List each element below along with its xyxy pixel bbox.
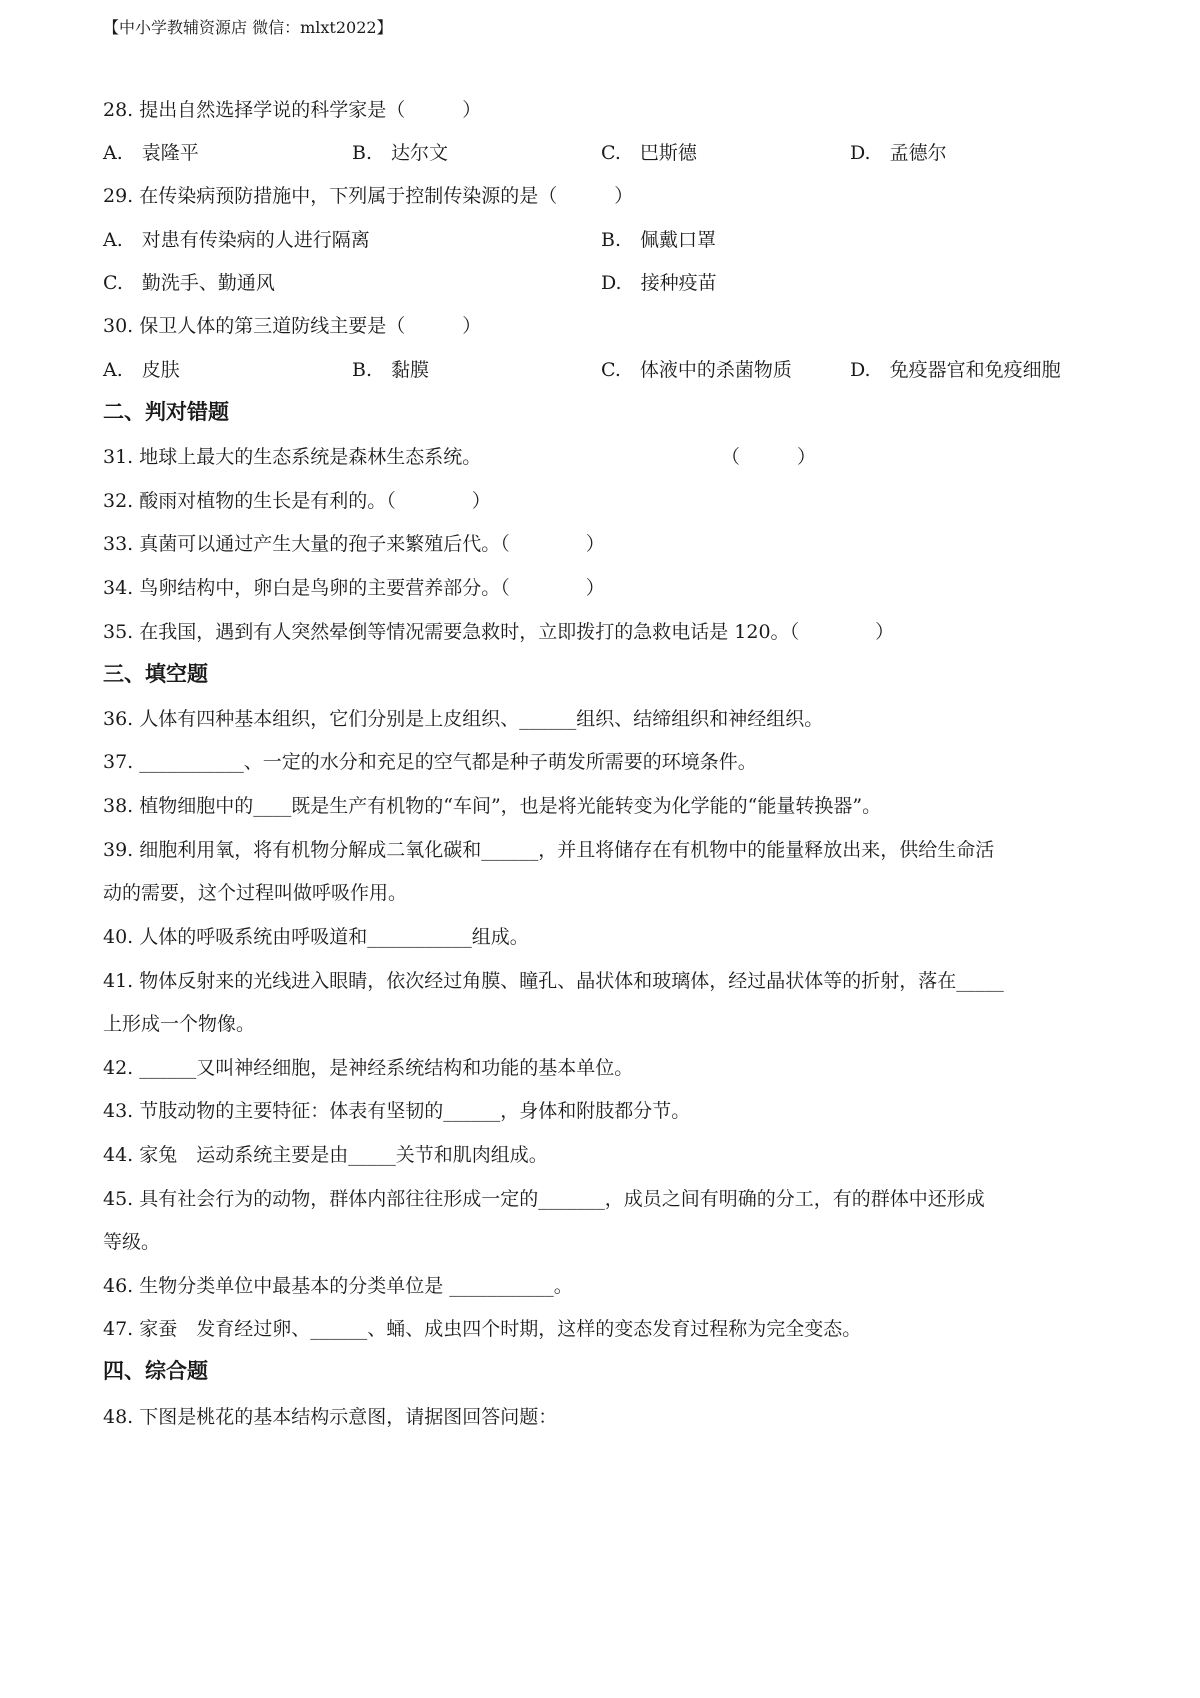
question-36: 36. 人体有四种基本组织，它们分别是上皮组织、______组织、结缔组织和神经组织。 [103, 708, 824, 730]
question-42: 42. ______又叫神经细胞，是神经系统结构和功能的基本单位。 [103, 1057, 634, 1079]
question-38: 38. 植物细胞中的____既是生产有机物的“车间”，也是将光能转变为化学能的“能量转换器”。 [103, 795, 882, 817]
q28-option-a: A. 袁隆平 [103, 142, 199, 164]
q30-option-a: A. 皮肤 [103, 359, 180, 381]
page-header: 【中小学教辅资源店 微信：mlxt2022】 [103, 18, 393, 37]
section-heading-fill-blank: 三、填空题 [103, 662, 208, 686]
question-45-line-1: 45. 具有社会行为的动物，群体内部往往形成一定的_______，成员之间有明确的分工，有的群体中还形成 [103, 1188, 985, 1210]
q28-option-b: B. 达尔文 [352, 142, 449, 164]
question-39-line-1: 39. 细胞利用氧，将有机物分解成二氧化碳和______，并且将储存在有机物中的能量释放出来，供给生命活 [103, 839, 995, 861]
question-34: 34. 鸟卵结构中，卵白是鸟卵的主要营养部分。（ ） [103, 577, 605, 599]
q30-option-d: D. 免疫器官和免疫细胞 [850, 359, 1061, 381]
question-32: 32. 酸雨对植物的生长是有利的。（ ） [103, 490, 491, 512]
section-heading-true-false: 二、判对错题 [103, 400, 229, 424]
question-43: 43. 节肢动物的主要特征：体表有坚韧的______，身体和附肢都分节。 [103, 1100, 691, 1122]
q29-option-a: A. 对患有传染病的人进行隔离 [103, 229, 370, 251]
question-41-line-2: 上形成一个物像。 [103, 1013, 256, 1035]
question-45-line-2: 等级。 [103, 1231, 161, 1253]
question-30-stem: 30. 保卫人体的第三道防线主要是（ ） [103, 315, 482, 337]
question-37: 37. ___________、一定的水分和充足的空气都是种子萌发所需要的环境条件。 [103, 751, 757, 773]
question-29-stem: 29. 在传染病预防措施中，下列属于控制传染源的是（ ） [103, 185, 634, 207]
question-47: 47. 家蚕 发育经过卵、______、蛹、成虫四个时期，这样的变态发育过程称为完全变态。 [103, 1318, 862, 1340]
question-48: 48. 下图是桃花的基本结构示意图，请据图回答问题： [103, 1406, 558, 1428]
question-46: 46. 生物分类单位中最基本的分类单位是 ___________。 [103, 1275, 573, 1297]
question-39-line-2: 动的需要，这个过程叫做呼吸作用。 [103, 882, 408, 904]
question-31: 31. 地球上最大的生态系统是森林生态系统。 [103, 446, 482, 468]
question-31-answer-blank: （ ） [721, 446, 817, 468]
section-heading-comprehensive: 四、综合题 [103, 1359, 208, 1383]
q30-option-b: B. 黏膜 [352, 359, 430, 381]
q28-option-c: C. 巴斯德 [601, 142, 697, 164]
q29-option-d: D. 接种疫苗 [601, 272, 717, 294]
q28-option-d: D. 孟德尔 [850, 142, 947, 164]
q29-option-b: B. 佩戴口罩 [601, 229, 717, 251]
question-41-line-1: 41. 物体反射来的光线进入眼睛，依次经过角膜、瞳孔、晶状体和玻璃体，经过晶状体等的折射，落在_____ [103, 970, 1004, 992]
question-40: 40. 人体的呼吸系统由呼吸道和___________组成。 [103, 926, 529, 948]
question-35: 35. 在我国，遇到有人突然晕倒等情况需要急救时，立即拨打的急救电话是 120。（ ） [103, 621, 895, 643]
q29-option-c: C. 勤洗手、勤通风 [103, 272, 275, 294]
question-33: 33. 真菌可以通过产生大量的孢子来繁殖后代。（ ） [103, 533, 605, 555]
question-28-stem: 28. 提出自然选择学说的科学家是（ ） [103, 99, 482, 121]
q30-option-c: C. 体液中的杀菌物质 [601, 359, 792, 381]
question-44: 44. 家兔 运动系统主要是由_____关节和肌肉组成。 [103, 1144, 548, 1166]
